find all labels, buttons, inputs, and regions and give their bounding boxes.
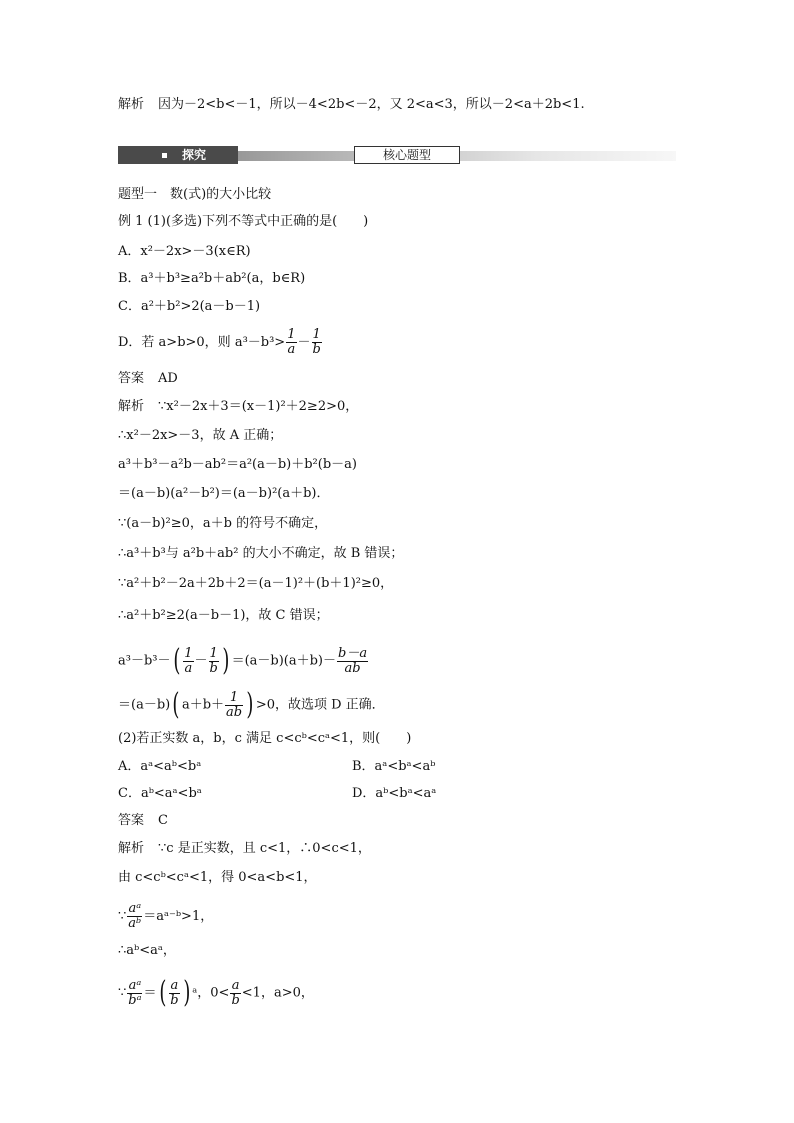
banner-dark-text: 探究: [182, 148, 207, 162]
because-sign: ∵: [118, 985, 127, 1001]
fraction: [209, 647, 219, 676]
because-sign: ∵: [118, 909, 127, 924]
numerator: 1: [209, 645, 218, 661]
answer-label: 答案: [118, 371, 145, 386]
denominator: ab: [337, 661, 368, 676]
analysis-step: ∴aᵇ<aᵃ，: [118, 943, 176, 958]
numerator: aᵃ: [128, 901, 142, 916]
denominator: b: [312, 342, 321, 357]
numerator: a: [231, 977, 240, 993]
fraction: [127, 902, 142, 931]
option-d: D．aᵇ<bᵃ<aᵃ: [352, 786, 437, 801]
numerator: 1: [287, 327, 296, 342]
numerator: 1: [312, 327, 321, 342]
denominator: a: [184, 660, 193, 676]
analysis-text: 因为－2<b<－1，所以－4<2b<－2，又 2<a<3，所以－2<a＋2b<1.: [158, 97, 585, 112]
denominator: a: [287, 342, 296, 357]
equals-sign: ＝: [143, 985, 157, 1001]
example1-stem: 例 1 (1)(多选)下列不等式中正确的是( ): [118, 214, 369, 229]
square-bullet-icon: [162, 153, 167, 158]
top-analysis: [118, 96, 585, 114]
example1-analysis-step: [118, 398, 358, 416]
banner-box: 核心题型: [354, 146, 460, 164]
analysis-step-fraction: [118, 975, 314, 1010]
left-paren: (: [158, 975, 166, 1010]
option-a: A．aᵃ<aᵇ<bᵃ: [118, 759, 202, 774]
analysis-step-fraction: [118, 643, 369, 678]
answer-value: C: [158, 813, 168, 828]
denominator: b: [231, 992, 240, 1008]
answer-label: 答案: [118, 813, 145, 828]
analysis-step: ＝(a－b)(a²－b²)＝(a－b)²(a＋b)．: [118, 486, 330, 501]
numerator: a: [170, 977, 179, 993]
right-paren: ): [222, 643, 230, 678]
analysis-step: ∵x²－2x＋3＝(x－1)²＋2≥2>0，: [158, 399, 359, 414]
fraction: [286, 328, 296, 357]
banner-dark-block: [118, 146, 238, 164]
example2-answer: [118, 812, 168, 830]
section-title: 题型一 数(式)的大小比较: [118, 187, 272, 202]
analysis-step: ∴a²＋b²≥2(a－b－1)，故 C 错误；: [118, 608, 329, 623]
analysis-step: ∵a²＋b²－2a＋2b＋2＝(a－1)²＋(b＋1)²≥0，: [118, 576, 394, 591]
fraction: [312, 328, 322, 357]
right-paren: ): [246, 687, 254, 722]
example2-stem: (2)若正实数 a，b，c 满足 c<cᵇ<cᵃ<1，则( ): [118, 731, 412, 746]
expr-suffix: ＝aᵃ⁻ᵇ>1，: [143, 909, 214, 924]
numerator: 1: [184, 645, 193, 661]
left-paren: (: [172, 643, 180, 678]
option-d: [118, 328, 323, 357]
analysis-step: ∴a³＋b³与 a²b＋ab² 的大小不确定，故 B 错误；: [118, 546, 404, 561]
analysis-step: ∴x²－2x>－3，故 A 正确；: [118, 428, 283, 443]
expr-prefix: a³－b³－: [118, 653, 171, 669]
minus-sign: －: [194, 653, 208, 669]
fraction: [127, 979, 142, 1008]
fraction: [337, 647, 368, 676]
analysis-label: 解析: [118, 841, 145, 856]
fraction: [230, 979, 240, 1008]
option-b: B．a³＋b³≥a²b＋ab²(a，b∈R): [118, 271, 306, 286]
analysis-step: ∵c 是正实数，且 c<1，∴0<c<1，: [158, 841, 371, 856]
numerator: aᵃ: [128, 977, 142, 993]
example2-analysis: [118, 840, 371, 858]
example1-answer: [118, 370, 178, 388]
minus-sign: －: [297, 335, 311, 350]
analysis-step: a³＋b³－a²b－ab²＝a²(a－b)＋b²(b－a): [118, 457, 357, 472]
expr-suffix: >0，故选项 D 正确．: [255, 697, 385, 713]
answer-value: AD: [158, 371, 178, 386]
option-c: C．a²＋b²>2(a－b－1): [118, 299, 261, 314]
expr-middle: ᵃ，0<: [192, 985, 230, 1001]
denominator: bᵃ: [128, 992, 142, 1008]
analysis-step: ∵(a－b)²≥0，a＋b 的符号不确定，: [118, 516, 328, 531]
expr-middle: ＝(a－b)(a＋b)－: [231, 653, 336, 669]
option-d-prefix: D．若 a>b>0，则 a³－b³>: [118, 335, 286, 350]
expr-prefix: ＝(a－b): [118, 697, 171, 713]
denominator: ab: [226, 704, 243, 720]
numerator: 1: [229, 689, 239, 705]
fraction: [183, 647, 193, 676]
denominator: aᵇ: [128, 916, 142, 931]
numerator: b－a: [338, 645, 368, 661]
left-paren: (: [172, 687, 180, 722]
option-a: A．x²－2x>－3(x∈R): [118, 244, 251, 259]
fraction: [225, 691, 243, 720]
section-banner: [118, 146, 676, 164]
analysis-label: 解析: [118, 97, 145, 112]
analysis-step-conclusion: [118, 687, 385, 722]
denominator: b: [170, 992, 179, 1008]
analysis-step-fraction: [118, 902, 213, 931]
expr-suffix: <1，a>0，: [241, 985, 314, 1001]
expr-middle: a＋b＋: [181, 697, 225, 713]
right-paren: ): [182, 975, 190, 1010]
denominator: b: [209, 660, 218, 676]
fraction: [169, 979, 179, 1008]
option-c: C．aᵇ<aᵃ<bᵃ: [118, 786, 202, 801]
option-b: B．aᵃ<bᵃ<aᵇ: [352, 759, 436, 774]
analysis-label: 解析: [118, 399, 145, 414]
analysis-step: 由 c<cᵇ<cᵃ<1，得 0<a<b<1，: [118, 870, 317, 885]
